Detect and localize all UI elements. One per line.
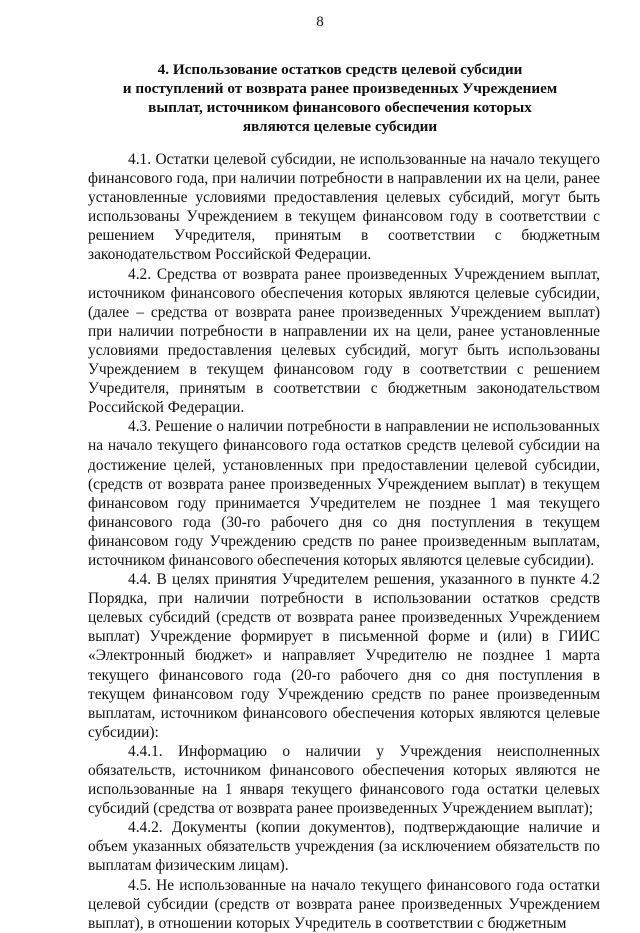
paragraph-4-3: 4.3. Решение о наличии потребности в направлении не использованных на начало текущего финансового года остатков средств целевой субсидии на достижение целей, установленных при предоставлении целевой субсидии, (средств от возврата ранее произведенных Учреждением выплат) в текущем финансовом году принимается Учредителем не позднее 1 мая текущего финансового года (30-го рабочего дня со дня поступления в текущем финансовом году Учреждению средств по ранее произведенным выплатам, источником финансового обеспечения которых являются целевые субсидии). (88, 418, 600, 569)
paragraph-4-1: 4.1. Остатки целевой субсидии, не использованные на начало текущего финансового года, при наличии потребности в направлении их на цели, ранее установленные условиями предоставления целевых субсидий, могут быть использованы Учреждением в текущем финансовом году в соответствии с решением Учредителя, принятым в соответствии с бюджетным законодательством Российской Федерации. (88, 151, 600, 264)
paragraph-4-4-2: 4.4.2. Документы (копии документов), подтверждающие наличие и объем указанных обязательств учреждения (за исключением обязательств по выплатам физическим лицам). (88, 819, 600, 875)
section-heading (80, 60, 600, 136)
section-heading-line: являются целевые субсидии (242, 118, 438, 135)
paragraph-4-5: 4.5. Не использованные на начало текущего финансового года остатки целевой субсидии (средств от возврата ранее произведенных Учреждением выплат), в отношении которых Учредитель в соответствии с бюджетным (88, 876, 600, 932)
document-body (88, 150, 600, 933)
paragraph-4-4-1: 4.4.1. Информацию о наличии у Учреждения неисполненных обязательств, источником финансового обеспечения которых являются не использованные на 1 января текущего финансового года остатки целевых субсидий (средства от возврата ранее произведенных Учреждением выплат); (88, 742, 600, 818)
section-heading-line: выплат, источником финансового обеспечения которых (148, 99, 532, 116)
paragraph-4-4: 4.4. В целях принятия Учредителем решения, указанного в пункте 4.2 Порядка, при наличии потребности в использовании остатков средств целевых субсидий (средств от возврата ранее произведенных Учреждением выплат) Учреждение формирует в письменной форме и (или) в ГИИС «Электронный бюджет» и направляет Учредителю не позднее 1 марта текущего финансового года (20-го рабочего дня со дня поступления в текущем финансовом году Учреждению средств по ранее произведенным выплатам, источником финансового обеспечения которых являются целевые субсидии): (88, 571, 600, 741)
page-number: 8 (316, 14, 324, 30)
section-heading-line: 4. Использование остатков средств целевой субсидии (157, 61, 523, 78)
section-heading-line: и поступлений от возврата ранее произведенных Учреждением (122, 80, 558, 97)
paragraph-4-2: 4.2. Средства от возврата ранее произведенных Учреждением выплат, источником финансового обеспечения которых являются целевые субсидии, (далее – средства от возврата ранее произведенных Учреждением выплат) при наличии потребности в направлении их на цели, ранее установленные условиями предоставления целевых субсидий, могут быть использованы Учреждением в текущем финансовом году в соответствии с решением Учредителя, принятым в соответствии с бюджетным законодательством Российской Федерации. (88, 265, 600, 417)
